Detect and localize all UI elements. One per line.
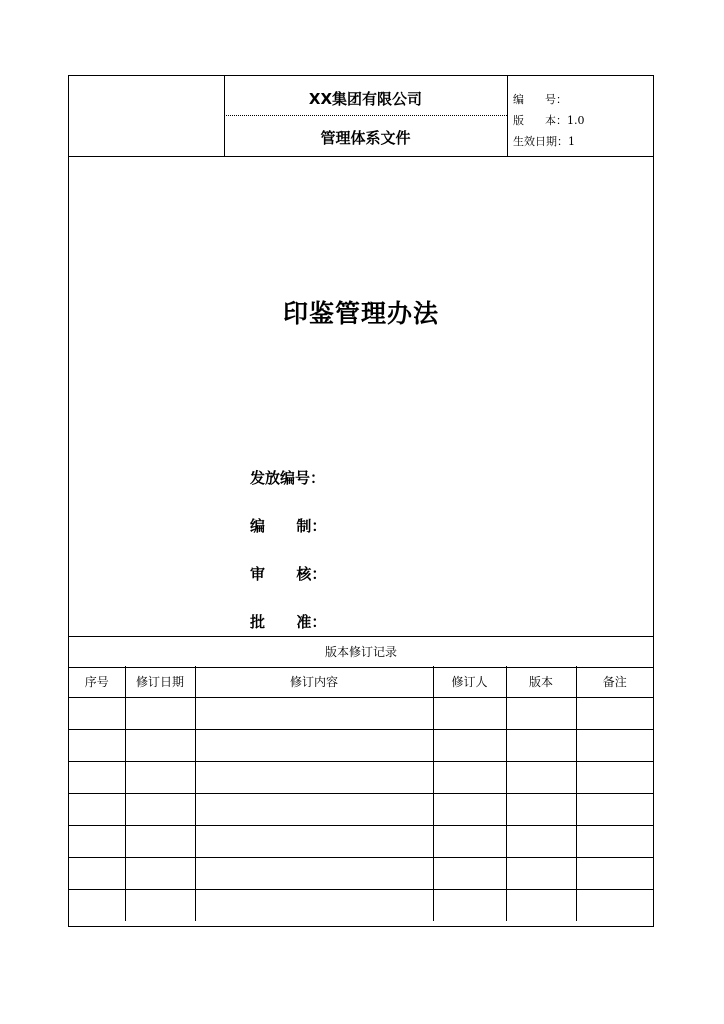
table-row — [69, 826, 653, 858]
issue-number-label: 发放编号： — [250, 469, 326, 487]
reviewed-by-field — [250, 563, 326, 584]
doc-version — [513, 112, 584, 128]
table-row — [69, 794, 653, 826]
table-row — [69, 890, 653, 922]
approved-by-field — [250, 611, 326, 632]
cell-reviser — [433, 698, 506, 730]
cell-content — [195, 826, 433, 858]
doc-number-label: 编 号： — [513, 93, 567, 106]
cell-remarks — [576, 890, 653, 922]
cell-reviser — [433, 890, 506, 922]
effective-date-label: 生效日期： — [513, 135, 568, 148]
col-header-version: 版本 — [506, 666, 576, 698]
cell-reviser — [433, 730, 506, 762]
doc-version-value: 1.0 — [566, 114, 585, 127]
cell-content — [195, 698, 433, 730]
cell-version — [506, 794, 576, 826]
issue-number-field — [250, 467, 325, 488]
document-frame — [68, 75, 654, 927]
table-row — [69, 858, 653, 890]
cell-reviser — [433, 762, 506, 794]
revision-log-table — [69, 666, 653, 921]
cell-date — [125, 698, 195, 730]
cell-seq — [69, 794, 125, 826]
prepared-by-field — [250, 515, 326, 536]
document-header — [69, 76, 653, 157]
document-title: 印鉴管理办法 — [282, 299, 439, 328]
cell-version — [506, 698, 576, 730]
cell-date — [125, 890, 195, 922]
cell-seq — [69, 730, 125, 762]
cell-date — [125, 826, 195, 858]
table-row — [69, 730, 653, 762]
revision-header-row — [69, 666, 653, 698]
cell-seq — [69, 858, 125, 890]
effective-date-value: 1 — [568, 135, 575, 148]
company-name: XX集团有限公司 — [224, 76, 507, 116]
cell-version — [506, 890, 576, 922]
reviewed-by-label: 审 核： — [250, 565, 327, 583]
cell-seq — [69, 890, 125, 922]
doc-type: 管理体系文件 — [320, 129, 411, 147]
cell-version — [506, 858, 576, 890]
prepared-by-label: 编 制： — [250, 517, 327, 535]
cell-remarks — [576, 858, 653, 890]
cell-remarks — [576, 794, 653, 826]
header-title-cell — [224, 76, 508, 156]
cell-seq — [69, 826, 125, 858]
cell-version — [506, 762, 576, 794]
cell-content — [195, 890, 433, 922]
col-header-remarks: 备注 — [576, 666, 653, 698]
approved-by-label: 批 准： — [250, 613, 327, 631]
cell-remarks — [576, 762, 653, 794]
cell-seq — [69, 698, 125, 730]
cell-date — [125, 730, 195, 762]
cell-content — [195, 762, 433, 794]
col-header-seq: 序号 — [69, 666, 125, 698]
cell-version — [506, 826, 576, 858]
col-header-content: 修订内容 — [195, 666, 433, 698]
col-header-reviser: 修订人 — [433, 666, 506, 698]
doc-meta — [507, 76, 653, 156]
doc-version-label: 版 本： — [513, 114, 567, 127]
doc-effective-date — [513, 133, 575, 149]
doc-number — [513, 91, 567, 107]
cell-date — [125, 858, 195, 890]
revision-body — [69, 698, 653, 922]
cell-content — [195, 794, 433, 826]
cell-reviser — [433, 858, 506, 890]
cell-date — [125, 762, 195, 794]
cell-content — [195, 730, 433, 762]
cell-remarks — [576, 698, 653, 730]
table-row — [69, 762, 653, 794]
cell-remarks — [576, 826, 653, 858]
col-header-date: 修订日期 — [125, 666, 195, 698]
revision-log-title: 版本修订记录 — [69, 636, 653, 668]
cell-date — [125, 794, 195, 826]
cell-remarks — [576, 730, 653, 762]
cell-content — [195, 858, 433, 890]
cell-reviser — [433, 794, 506, 826]
cell-seq — [69, 762, 125, 794]
logo-cell — [69, 76, 225, 156]
table-row — [69, 698, 653, 730]
cell-version — [506, 730, 576, 762]
cell-reviser — [433, 826, 506, 858]
